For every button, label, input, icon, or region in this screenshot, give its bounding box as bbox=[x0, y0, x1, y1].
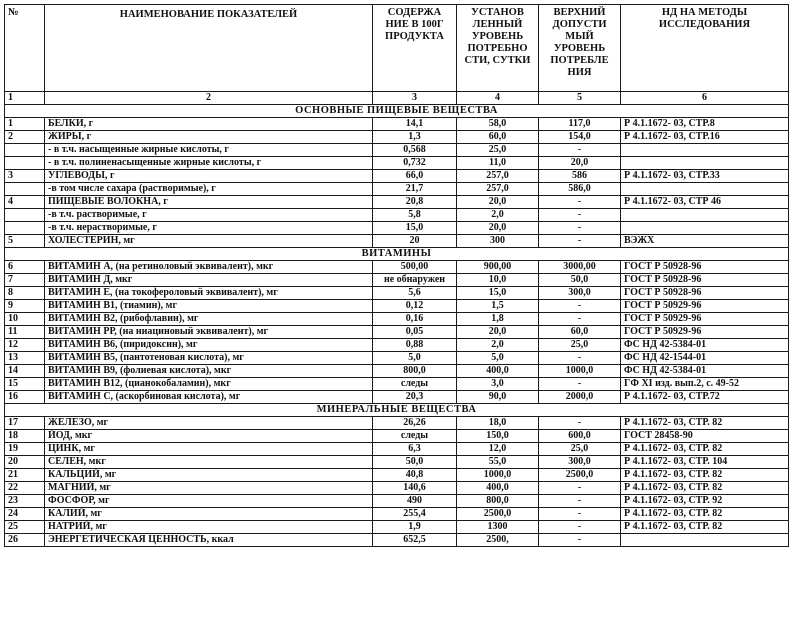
row-name: ЙОД, мкг bbox=[45, 430, 373, 443]
table-row bbox=[5, 508, 789, 521]
header-content: СОДЕРЖА НИЕ В 100Г ПРОДУКТА bbox=[373, 5, 457, 92]
row-method: ГОСТ Р 50929-96 bbox=[621, 313, 789, 326]
row-number: 19 bbox=[5, 443, 45, 456]
row-established: 150,0 bbox=[457, 430, 539, 443]
row-established: 257,0 bbox=[457, 170, 539, 183]
col-number: 4 bbox=[457, 92, 539, 105]
row-content: 50,0 bbox=[373, 456, 457, 469]
row-upper: 2500,0 bbox=[539, 469, 621, 482]
row-name: ВИТАМИН В6, (пиридоксин), мг bbox=[45, 339, 373, 352]
table-row bbox=[5, 365, 789, 378]
row-method: Р 4.1.1672- 03, СТР 46 bbox=[621, 196, 789, 209]
col-number: 1 bbox=[5, 92, 45, 105]
row-method: Р 4.1.1672- 03, СТР. 82 bbox=[621, 469, 789, 482]
row-established: 2,0 bbox=[457, 339, 539, 352]
row-number: 2 bbox=[5, 131, 45, 144]
row-upper: 154,0 bbox=[539, 131, 621, 144]
table-row bbox=[5, 222, 789, 235]
row-name: -в том числе сахара (растворимые), г bbox=[45, 183, 373, 196]
nutrition-spec-table bbox=[4, 4, 789, 547]
row-name: ВИТАМИН Д, мкг bbox=[45, 274, 373, 287]
row-established: 2,0 bbox=[457, 209, 539, 222]
row-method: Р 4.1.1672- 03, СТР.33 bbox=[621, 170, 789, 183]
table-row bbox=[5, 261, 789, 274]
row-method: ВЭЖХ bbox=[621, 235, 789, 248]
row-number: 9 bbox=[5, 300, 45, 313]
row-established: 1300 bbox=[457, 521, 539, 534]
row-number: 6 bbox=[5, 261, 45, 274]
row-content: 20 bbox=[373, 235, 457, 248]
table-row bbox=[5, 183, 789, 196]
row-upper: - bbox=[539, 352, 621, 365]
row-established: 10,0 bbox=[457, 274, 539, 287]
row-number bbox=[5, 144, 45, 157]
table-row bbox=[5, 417, 789, 430]
row-content: 14,1 bbox=[373, 118, 457, 131]
row-content: 5,0 bbox=[373, 352, 457, 365]
row-number: 11 bbox=[5, 326, 45, 339]
row-number: 12 bbox=[5, 339, 45, 352]
row-number: 1 bbox=[5, 118, 45, 131]
row-number bbox=[5, 183, 45, 196]
row-upper: - bbox=[539, 521, 621, 534]
row-name: ВИТАМИН В2, (рибофлавин), мг bbox=[45, 313, 373, 326]
header-upper: ВЕРХНИЙ ДОПУСТИ МЫЙ УРОВЕНЬ ПОТРЕБЛЕ НИЯ bbox=[539, 5, 621, 92]
row-content: 0,05 bbox=[373, 326, 457, 339]
row-upper: - bbox=[539, 222, 621, 235]
row-number: 20 bbox=[5, 456, 45, 469]
row-upper: 1000,0 bbox=[539, 365, 621, 378]
row-number: 26 bbox=[5, 534, 45, 547]
table-row bbox=[5, 469, 789, 482]
section-title: ОСНОВНЫЕ ПИЩЕВЫЕ ВЕЩЕСТВА bbox=[5, 105, 789, 118]
column-number-row bbox=[5, 92, 789, 105]
row-content: 5,8 bbox=[373, 209, 457, 222]
row-upper: - bbox=[539, 508, 621, 521]
row-content: 40,8 bbox=[373, 469, 457, 482]
section-main bbox=[5, 105, 789, 118]
row-content: 21,7 bbox=[373, 183, 457, 196]
row-method: Р 4.1.1672- 03, СТР. 82 bbox=[621, 521, 789, 534]
row-number: 8 bbox=[5, 287, 45, 300]
row-number bbox=[5, 157, 45, 170]
row-number: 22 bbox=[5, 482, 45, 495]
row-method: Р 4.1.1672- 03, СТР.8 bbox=[621, 118, 789, 131]
row-name: УГЛЕВОДЫ, г bbox=[45, 170, 373, 183]
section-vitamins bbox=[5, 248, 789, 261]
table-row bbox=[5, 170, 789, 183]
table-row bbox=[5, 352, 789, 365]
row-name: - в т.ч. насыщенные жирные кислоты, г bbox=[45, 144, 373, 157]
row-content: 1,9 bbox=[373, 521, 457, 534]
row-method bbox=[621, 144, 789, 157]
row-method: ГОСТ Р 50929-96 bbox=[621, 300, 789, 313]
table-row bbox=[5, 313, 789, 326]
row-number: 14 bbox=[5, 365, 45, 378]
row-method: Р 4.1.1672- 03, СТР. 82 bbox=[621, 482, 789, 495]
row-method: Р 4.1.1672- 03, СТР. 82 bbox=[621, 508, 789, 521]
row-upper: - bbox=[539, 482, 621, 495]
row-method: Р 4.1.1672- 03, СТР.72 bbox=[621, 391, 789, 404]
row-established: 257,0 bbox=[457, 183, 539, 196]
row-upper: 60,0 bbox=[539, 326, 621, 339]
row-upper: - bbox=[539, 313, 621, 326]
row-established: 11,0 bbox=[457, 157, 539, 170]
row-established: 58,0 bbox=[457, 118, 539, 131]
table-row bbox=[5, 495, 789, 508]
table-row bbox=[5, 326, 789, 339]
row-name: ЦИНК, мг bbox=[45, 443, 373, 456]
table-row bbox=[5, 196, 789, 209]
row-method bbox=[621, 183, 789, 196]
table-row bbox=[5, 378, 789, 391]
row-content: 20,8 bbox=[373, 196, 457, 209]
row-established: 55,0 bbox=[457, 456, 539, 469]
header-name: НАИМЕНОВАНИЕ ПОКАЗАТЕЛЕЙ bbox=[45, 5, 373, 92]
row-method bbox=[621, 157, 789, 170]
row-content: 0,16 bbox=[373, 313, 457, 326]
row-number: 13 bbox=[5, 352, 45, 365]
row-number: 15 bbox=[5, 378, 45, 391]
row-content: 140,6 bbox=[373, 482, 457, 495]
row-method: ФС НД 42-5384-01 bbox=[621, 339, 789, 352]
row-content: 1,3 bbox=[373, 131, 457, 144]
table-row bbox=[5, 287, 789, 300]
row-number: 16 bbox=[5, 391, 45, 404]
row-content: 15,0 bbox=[373, 222, 457, 235]
table-row bbox=[5, 391, 789, 404]
table-row bbox=[5, 300, 789, 313]
row-established: 400,0 bbox=[457, 482, 539, 495]
row-established: 5,0 bbox=[457, 352, 539, 365]
row-upper: 586 bbox=[539, 170, 621, 183]
row-established: 2500,0 bbox=[457, 508, 539, 521]
table-row bbox=[5, 235, 789, 248]
row-method: Р 4.1.1672- 03, СТР. 82 bbox=[621, 417, 789, 430]
row-upper: 25,0 bbox=[539, 443, 621, 456]
row-method bbox=[621, 534, 789, 547]
row-upper: - bbox=[539, 235, 621, 248]
row-upper: 586,0 bbox=[539, 183, 621, 196]
header-method: НД НА МЕТОДЫ ИССЛЕДОВАНИЯ bbox=[621, 5, 789, 92]
row-method: ГОСТ Р 50928-96 bbox=[621, 287, 789, 300]
row-content: 0,12 bbox=[373, 300, 457, 313]
row-content: 0,568 bbox=[373, 144, 457, 157]
row-content: 5,6 bbox=[373, 287, 457, 300]
row-established: 800,0 bbox=[457, 495, 539, 508]
row-content: 490 bbox=[373, 495, 457, 508]
row-method: ФС НД 42-1544-01 bbox=[621, 352, 789, 365]
row-content: 26,26 bbox=[373, 417, 457, 430]
table-row bbox=[5, 144, 789, 157]
row-number: 5 bbox=[5, 235, 45, 248]
row-upper: - bbox=[539, 196, 621, 209]
row-content: следы bbox=[373, 378, 457, 391]
row-established: 3,0 bbox=[457, 378, 539, 391]
header-num: № bbox=[5, 5, 45, 92]
row-name: ЖИРЫ, г bbox=[45, 131, 373, 144]
table-row bbox=[5, 443, 789, 456]
row-established: 1,8 bbox=[457, 313, 539, 326]
row-established: 300 bbox=[457, 235, 539, 248]
row-content: 800,0 bbox=[373, 365, 457, 378]
row-upper: - bbox=[539, 378, 621, 391]
section-title: МИНЕРАЛЬНЫЕ ВЕЩЕСТВА bbox=[5, 404, 789, 417]
row-name: КАЛИЙ, мг bbox=[45, 508, 373, 521]
row-established: 12,0 bbox=[457, 443, 539, 456]
row-method bbox=[621, 222, 789, 235]
row-content: 255,4 bbox=[373, 508, 457, 521]
row-method: Р 4.1.1672- 03, СТР. 92 bbox=[621, 495, 789, 508]
row-number: 25 bbox=[5, 521, 45, 534]
row-number: 23 bbox=[5, 495, 45, 508]
row-name: ХОЛЕСТЕРИН, мг bbox=[45, 235, 373, 248]
row-name: ВИТАМИН В1, (тиамин), мг bbox=[45, 300, 373, 313]
table-row bbox=[5, 456, 789, 469]
row-upper: - bbox=[539, 417, 621, 430]
col-number: 3 bbox=[373, 92, 457, 105]
row-method bbox=[621, 209, 789, 222]
row-method: Р 4.1.1672- 03, СТР.16 bbox=[621, 131, 789, 144]
row-name: -в т.ч. нерастворимые, г bbox=[45, 222, 373, 235]
row-name: ВИТАМИН В9, (фолиевая кислота), мкг bbox=[45, 365, 373, 378]
row-method: ФС НД 42-5384-01 bbox=[621, 365, 789, 378]
table-row bbox=[5, 521, 789, 534]
row-established: 1,5 bbox=[457, 300, 539, 313]
row-established: 2500, bbox=[457, 534, 539, 547]
row-name: ЖЕЛЕЗО, мг bbox=[45, 417, 373, 430]
section-minerals bbox=[5, 404, 789, 417]
row-upper: - bbox=[539, 300, 621, 313]
row-upper: 2000,0 bbox=[539, 391, 621, 404]
row-name: ВИТАМИН Е, (на токофероловый эквивалент), мг bbox=[45, 287, 373, 300]
row-name: СЕЛЕН, мкг bbox=[45, 456, 373, 469]
row-name: НАТРИЙ, мг bbox=[45, 521, 373, 534]
row-method: Р 4.1.1672- 03, СТР. 104 bbox=[621, 456, 789, 469]
row-number: 3 bbox=[5, 170, 45, 183]
row-content: 0,732 bbox=[373, 157, 457, 170]
row-name: ВИТАМИН РР, (на ниациновый эквивалент), мг bbox=[45, 326, 373, 339]
row-established: 60,0 bbox=[457, 131, 539, 144]
row-number: 10 bbox=[5, 313, 45, 326]
row-established: 25,0 bbox=[457, 144, 539, 157]
row-name: БЕЛКИ, г bbox=[45, 118, 373, 131]
row-established: 90,0 bbox=[457, 391, 539, 404]
row-name: КАЛЬЦИЙ, мг bbox=[45, 469, 373, 482]
row-upper: - bbox=[539, 495, 621, 508]
row-content: 500,00 bbox=[373, 261, 457, 274]
row-content: не обнаружен bbox=[373, 274, 457, 287]
row-content: 6,3 bbox=[373, 443, 457, 456]
table-row bbox=[5, 430, 789, 443]
row-name: -в т.ч. растворимые, г bbox=[45, 209, 373, 222]
table-row bbox=[5, 118, 789, 131]
row-number: 17 bbox=[5, 417, 45, 430]
row-established: 20,0 bbox=[457, 326, 539, 339]
col-number: 6 bbox=[621, 92, 789, 105]
row-name: ВИТАМИН А, (на ретиноловый эквивалент), мкг bbox=[45, 261, 373, 274]
row-upper: - bbox=[539, 144, 621, 157]
section-title: ВИТАМИНЫ bbox=[5, 248, 789, 261]
row-name: ВИТАМИН В12, (цианокобаламин), мкг bbox=[45, 378, 373, 391]
row-established: 1000,0 bbox=[457, 469, 539, 482]
row-upper: 20,0 bbox=[539, 157, 621, 170]
row-upper: 117,0 bbox=[539, 118, 621, 131]
row-name: ПИЩЕВЫЕ ВОЛОКНА, г bbox=[45, 196, 373, 209]
row-name: - в т.ч. полиненасыщенные жирные кислоты, г bbox=[45, 157, 373, 170]
row-upper: 3000,00 bbox=[539, 261, 621, 274]
header-established: УСТАНОВ ЛЕННЫЙ УРОВЕНЬ ПОТРЕБНО СТИ, СУТКИ bbox=[457, 5, 539, 92]
table-row bbox=[5, 209, 789, 222]
row-upper: 600,0 bbox=[539, 430, 621, 443]
table-row bbox=[5, 157, 789, 170]
row-established: 20,0 bbox=[457, 196, 539, 209]
row-number: 7 bbox=[5, 274, 45, 287]
row-number: 4 bbox=[5, 196, 45, 209]
row-established: 20,0 bbox=[457, 222, 539, 235]
row-name: ЭНЕРГЕТИЧЕСКАЯ ЦЕННОСТЬ, ккал bbox=[45, 534, 373, 547]
table-row bbox=[5, 131, 789, 144]
row-upper: - bbox=[539, 209, 621, 222]
row-number bbox=[5, 222, 45, 235]
row-number bbox=[5, 209, 45, 222]
row-established: 900,00 bbox=[457, 261, 539, 274]
row-method: ГОСТ Р 50928-96 bbox=[621, 274, 789, 287]
row-method: ГФ XI изд. вып.2, с. 49-52 bbox=[621, 378, 789, 391]
row-name: ФОСФОР, мг bbox=[45, 495, 373, 508]
row-name: МАГНИЙ, мг bbox=[45, 482, 373, 495]
col-number: 5 bbox=[539, 92, 621, 105]
table-row bbox=[5, 339, 789, 352]
row-content: следы bbox=[373, 430, 457, 443]
row-method: ГОСТ Р 50928-96 bbox=[621, 261, 789, 274]
row-content: 0,88 bbox=[373, 339, 457, 352]
row-upper: - bbox=[539, 534, 621, 547]
row-established: 400,0 bbox=[457, 365, 539, 378]
row-established: 18,0 bbox=[457, 417, 539, 430]
row-upper: 25,0 bbox=[539, 339, 621, 352]
row-upper: 300,0 bbox=[539, 287, 621, 300]
row-method: ГОСТ Р 50929-96 bbox=[621, 326, 789, 339]
header-row bbox=[5, 5, 789, 92]
table-row bbox=[5, 482, 789, 495]
row-number: 24 bbox=[5, 508, 45, 521]
col-number: 2 bbox=[45, 92, 373, 105]
row-content: 66,0 bbox=[373, 170, 457, 183]
row-upper: 50,0 bbox=[539, 274, 621, 287]
row-content: 20,3 bbox=[373, 391, 457, 404]
row-established: 15,0 bbox=[457, 287, 539, 300]
table-row bbox=[5, 534, 789, 547]
row-method: ГОСТ 28458-90 bbox=[621, 430, 789, 443]
row-number: 18 bbox=[5, 430, 45, 443]
row-method: Р 4.1.1672- 03, СТР. 82 bbox=[621, 443, 789, 456]
row-name: ВИТАМИН С, (аскорбиновая кислота), мг bbox=[45, 391, 373, 404]
table-row bbox=[5, 274, 789, 287]
row-upper: 300,0 bbox=[539, 456, 621, 469]
row-content: 652,5 bbox=[373, 534, 457, 547]
row-number: 21 bbox=[5, 469, 45, 482]
row-name: ВИТАМИН В5, (пантотеновая кислота), мг bbox=[45, 352, 373, 365]
